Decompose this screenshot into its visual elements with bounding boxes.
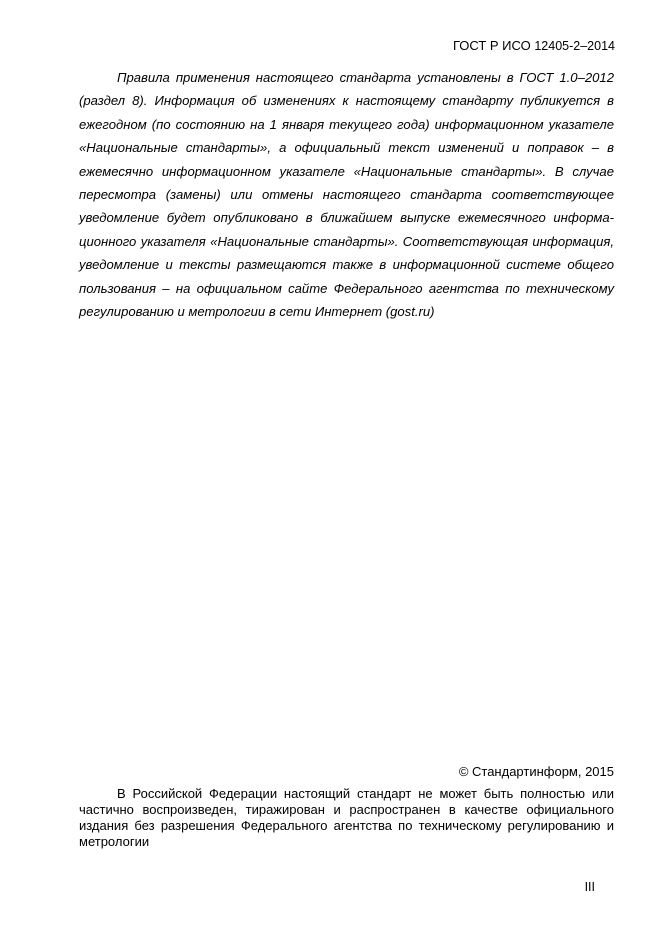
standard-prefix: ГОСТ Р ИСО — [452, 38, 531, 53]
amendments-notice: Правила применения настоящего стандарта установлены в ГОСТ 1.0–2012 (раздел 8). Информация об изменениях к настоящему стандарту публикуется в ежегодном (по состоянию на 1 января текущего года) информационном указателе «Национальные стандарты», а официальный текст изменений и поправок – в ежемесячно информационном указателе «Национальные стандарты». В случае пересмотра (замены) или отмены настоящего стандарта соответствующее уведомление будет опубликовано в ближайшем выпуске ежемесячного информационного указателя «Национальные стандарты». Соответствующая информация, уведомление и тексты размещаются также в информационной системе общего пользования – на официальном сайте Федерального агентства по техническому регулированию и метрологии в сети Интернет (gost.ru) — [79, 70, 614, 320]
page-number: III — [584, 880, 595, 894]
copyright-line: © Стандартинформ, 2015 — [458, 764, 614, 779]
reproduction-rights-notice: В Российской Федерации настоящий стандарт не может быть полностью или частично воспроизведен, тиражирован и распространен в качестве официального издания без разрешения Федерального агентства по техническому регулированию и метрологии — [79, 786, 614, 849]
standard-header — [453, 38, 615, 53]
standard-number: 12405-2–2014 — [534, 39, 615, 53]
